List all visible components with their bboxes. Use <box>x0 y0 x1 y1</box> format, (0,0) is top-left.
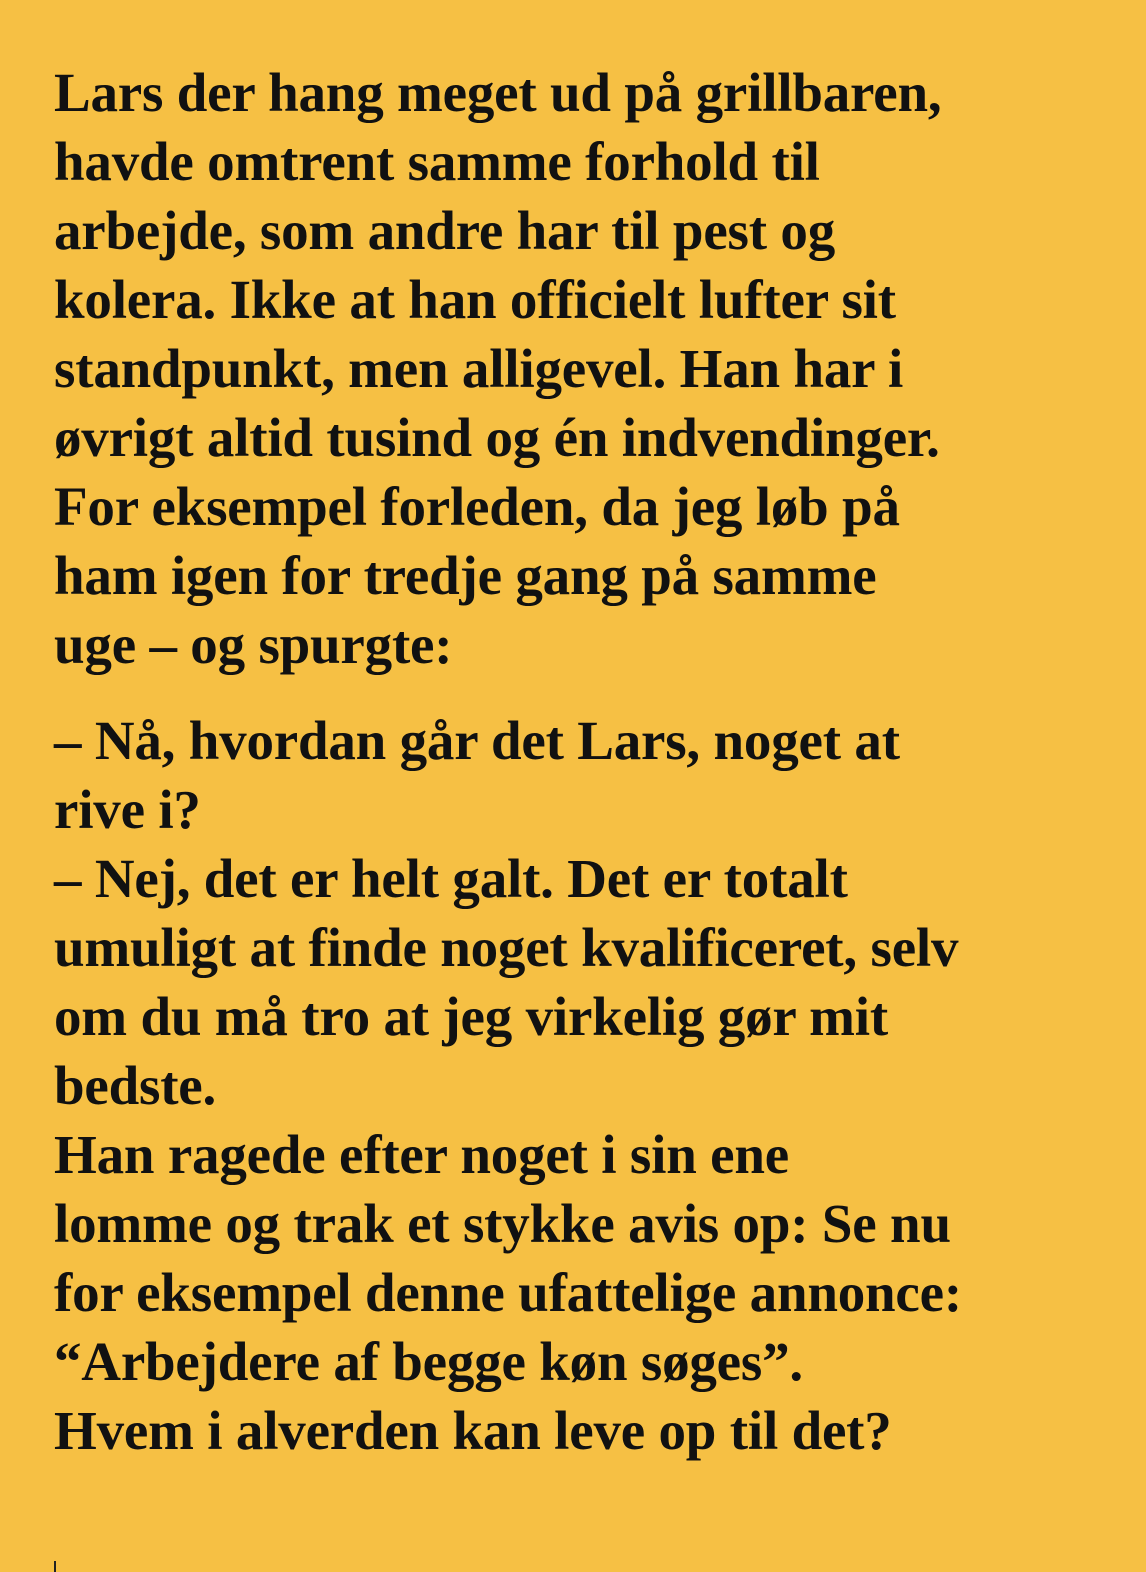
corner-mark <box>54 1561 56 1572</box>
text-line: rive i? <box>54 779 201 840</box>
text-line: øvrigt altid tusind og én indvendinger. <box>54 407 940 468</box>
text-line: lomme og trak et stykke avis op: Se nu <box>54 1193 951 1254</box>
text-line: – Nej, det er helt galt. Det er totalt <box>54 848 848 909</box>
text-line: Lars der hang meget ud på grillbaren, <box>54 62 942 123</box>
text-line: havde omtrent samme forhold til <box>54 131 820 192</box>
text-line: ham igen for tredje gang på samme <box>54 545 877 606</box>
text-line: uge – og spurgte: <box>54 614 453 675</box>
text-line: arbejde, som andre har til pest og <box>54 200 836 261</box>
paragraph-dialogue <box>54 706 1124 1465</box>
text-line: For eksempel forleden, da jeg løb på <box>54 476 900 537</box>
text-line: om du må tro at jeg virkelig gør mit <box>54 986 888 1047</box>
paragraph-gap <box>54 679 1124 706</box>
text-line: – Nå, hvordan går det Lars, noget at <box>54 710 900 771</box>
story-text <box>54 58 1124 1465</box>
text-line: kolera. Ikke at han officielt lufter sit <box>54 269 896 330</box>
text-line: umuligt at finde noget kvalificeret, selv <box>54 917 959 978</box>
text-line: for eksempel denne ufattelige annonce: <box>54 1262 962 1323</box>
paragraph-intro <box>54 58 1124 679</box>
text-line: Han ragede efter noget i sin ene <box>54 1124 789 1185</box>
text-line: bedste. <box>54 1055 217 1116</box>
text-line: standpunkt, men alligevel. Han har i <box>54 338 904 399</box>
text-line: Hvem i alverden kan leve op til det? <box>54 1400 892 1461</box>
text-line: “Arbejdere af begge køn søges”. <box>54 1331 803 1392</box>
